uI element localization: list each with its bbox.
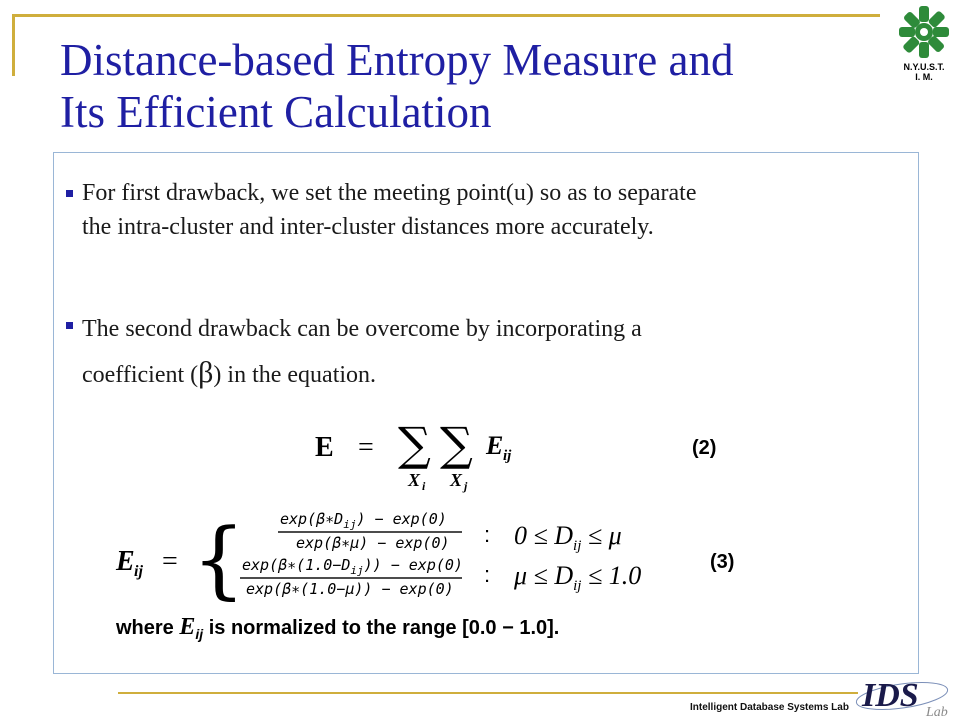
logo-text-line-2: I. M.: [915, 72, 933, 82]
eq3-lhs-idx: ij: [134, 563, 143, 580]
bullet-1-line-1: For first drawback, we set the meeting point(u) so as to separate: [82, 180, 697, 206]
eq2-lhs: E: [315, 432, 334, 463]
bullet-square-icon: [66, 190, 73, 197]
eq2-sum-2-icon: ∑: [440, 417, 473, 471]
eq3-case2-numerator: $\exp(\beta∗(1.0-D_{ij})) - \exp(0)$: [242, 556, 463, 577]
normalization-note: [112, 610, 752, 650]
eq3-case1-numerator: $\exp(\beta∗D_{ij}) - \exp(0)$: [280, 510, 447, 531]
eq3-case2-condition: $\mu \le D_{ij} \le 1.0$: [514, 561, 642, 594]
eq3-case2-denominator: exp(β∗(1.0−μ)) − exp(0): [246, 580, 454, 598]
eq2-sum-1-icon: ∑: [398, 417, 431, 471]
bullet-2-line-1: The second drawback can be overcome by incorporating a: [82, 316, 642, 342]
bullet-1-line-2: the intra-cluster and inter-cluster distances more accurately.: [82, 214, 654, 240]
eq3-case1-denominator: exp(β∗μ) − exp(0): [296, 534, 450, 552]
eq2-sub-1-idx: i: [422, 479, 426, 493]
eq2-sub-2: X: [450, 470, 463, 490]
eq2-number: (2): [692, 437, 717, 459]
frame-bottom-line: [118, 692, 858, 694]
beta-symbol: β: [198, 356, 214, 389]
eq3-case1-condition: $0 \le D_{ij} \le \mu$: [514, 521, 622, 554]
eq3-lhs: E: [116, 546, 135, 577]
ids-logo-sub: Lab: [926, 705, 948, 720]
title-line-1: Distance-based Entropy Measure and: [60, 35, 734, 85]
bullet-square-icon: [66, 322, 73, 329]
bullet-2-line-2-post: ) in the equation.: [213, 362, 377, 388]
eq2-equals: =: [358, 432, 374, 463]
frame-left-line: [12, 14, 15, 76]
eq3-case1-colon: :: [484, 522, 491, 547]
bullet-2-line-2-pre: coefficient (: [82, 362, 199, 388]
bullet-item-1: [66, 176, 906, 244]
nyust-emblem-icon: [893, 2, 955, 62]
equation-2: [100, 408, 860, 508]
title-line-2: Its Efficient Calculation: [60, 87, 492, 137]
eq3-brace-icon: {: [192, 510, 246, 608]
bullet-item-2: [66, 307, 906, 397]
equation-3: [100, 502, 860, 622]
eq3-number: (3): [710, 551, 735, 573]
slide-title: [60, 34, 880, 138]
nyust-logo: [893, 2, 955, 92]
footer-lab-name: Intelligent Database Systems Lab: [690, 702, 849, 713]
eq3-case2-colon: :: [484, 562, 491, 587]
where-text: where $E_{ij}$ is normalized to the range [0.0 − 1.0].: [116, 614, 560, 642]
eq2-sub-1: X: [408, 470, 421, 490]
ids-logo-text: IDS: [862, 677, 919, 714]
eq2-term: E: [486, 431, 504, 460]
eq2-sub-2-idx: j: [464, 479, 468, 493]
eq3-equals: =: [162, 546, 178, 577]
bullet-2-line-2: [82, 351, 906, 397]
eq2-term-idx: ij: [503, 448, 512, 464]
frame-top-line: [12, 14, 880, 17]
logo-text-line-1: N.Y.U.S.T.: [903, 62, 945, 72]
ids-lab-logo: [852, 670, 956, 720]
